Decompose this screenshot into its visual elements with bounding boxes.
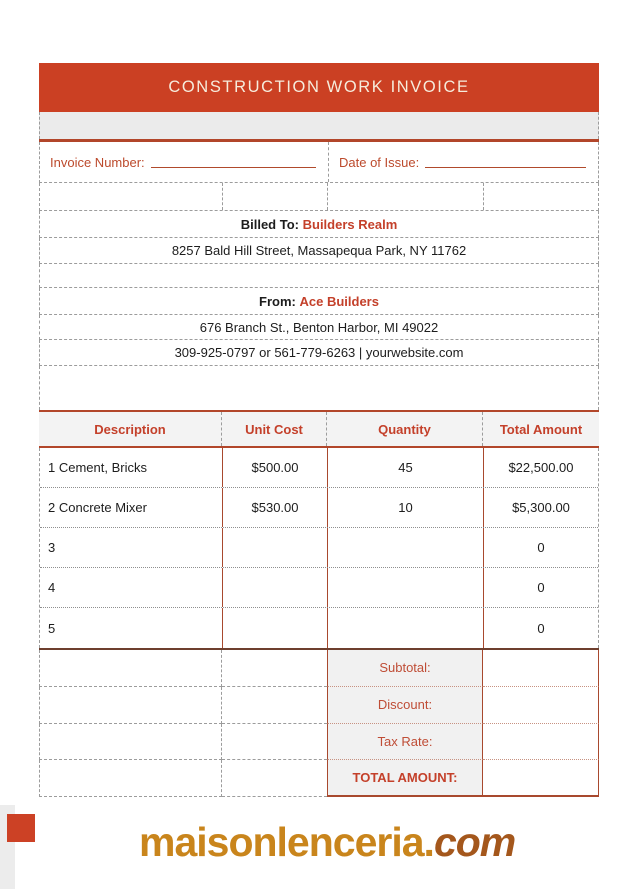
watermark-main: maisonlenceria.	[139, 819, 434, 865]
from-contact: 309-925-0797 or 561-779-6263 | yourwebsite.com	[174, 345, 464, 360]
billed-to-label: Billed To:	[240, 216, 299, 232]
summary-value-discount	[483, 687, 599, 724]
spacer-cell	[328, 183, 484, 210]
summary-value-tax-rate	[483, 724, 599, 761]
item-unit-cost	[223, 568, 328, 607]
spacer-cell	[484, 183, 598, 210]
billed-to-name: Builders Realm	[302, 216, 398, 232]
item-row	[40, 528, 598, 568]
summary-section	[39, 650, 599, 797]
summary-label-discount: Discount:	[327, 687, 483, 724]
summary-empty-cell	[222, 650, 327, 687]
spacer-cell	[40, 264, 598, 287]
header-cell-unit-cost: Unit Cost	[222, 412, 327, 446]
from-name: Ace Builders	[299, 293, 379, 309]
summary-empty-cell	[39, 724, 222, 761]
summary-label-total-amount: TOTAL AMOUNT:	[327, 760, 483, 797]
header-cell-total-amount: Total Amount	[499, 421, 583, 437]
item-description: 4	[40, 568, 223, 607]
from-line	[40, 288, 598, 314]
item-row	[40, 488, 598, 528]
item-quantity: 45	[328, 448, 484, 487]
spacer-row	[39, 264, 599, 288]
billed-to-address-row	[39, 238, 599, 264]
header-cell-description: Description	[39, 412, 222, 446]
summary-row	[39, 650, 599, 687]
from-label: From:	[259, 293, 296, 309]
invoice-meta-row	[39, 142, 599, 183]
date-of-issue-blank	[425, 167, 586, 168]
summary-row	[39, 687, 599, 724]
from-address-row	[39, 315, 599, 340]
summary-label-tax-rate: Tax Rate:	[327, 724, 483, 761]
billed-to-row	[39, 211, 599, 238]
items-table-header	[39, 410, 599, 448]
item-unit-cost: $530.00	[223, 488, 328, 527]
item-description: 3	[40, 528, 223, 567]
item-total: $22,500.00	[508, 460, 574, 475]
spacer-cell	[223, 183, 328, 210]
item-description: 1 Cement, Bricks	[40, 448, 223, 487]
summary-value-total-amount	[483, 760, 599, 797]
summary-row	[39, 724, 599, 761]
item-total: 0	[537, 540, 545, 555]
summary-empty-cell	[39, 650, 222, 687]
item-quantity	[328, 568, 484, 607]
header-banner	[39, 63, 599, 112]
billed-to-address: 8257 Bald Hill Street, Massapequa Park, NY 11762	[171, 243, 467, 258]
page-title: CONSTRUCTION WORK INVOICE	[168, 78, 470, 96]
summary-empty-cell	[222, 687, 327, 724]
date-of-issue-cell	[329, 142, 598, 182]
spacer-cell	[40, 183, 223, 210]
summary-label-subtotal: Subtotal:	[327, 650, 483, 687]
invoice-number-cell	[40, 142, 329, 182]
spacer-row	[39, 366, 599, 410]
item-quantity	[328, 608, 484, 648]
summary-empty-cell	[39, 687, 222, 724]
item-total: $5,300.00	[512, 500, 570, 515]
spacer-cell	[40, 366, 598, 410]
item-total: 0	[537, 580, 545, 595]
item-total: 0	[537, 620, 545, 636]
item-quantity	[328, 528, 484, 567]
item-quantity: 10	[328, 488, 484, 527]
watermark	[139, 819, 515, 865]
item-row	[40, 448, 598, 488]
invoice-number-label: Invoice Number:	[50, 154, 145, 170]
item-row	[40, 568, 598, 608]
item-row	[40, 608, 598, 648]
item-unit-cost	[223, 608, 328, 648]
header-gray-band	[39, 112, 599, 139]
items-table-body	[39, 448, 599, 648]
spacer-row	[39, 183, 599, 211]
summary-empty-cell	[222, 724, 327, 761]
date-of-issue-label: Date of Issue:	[339, 154, 420, 170]
item-description: 2 Concrete Mixer	[40, 488, 223, 527]
billed-to-line	[40, 211, 598, 237]
summary-empty-cell	[39, 760, 222, 797]
invoice-number-blank	[151, 167, 316, 168]
corner-red-square	[7, 814, 35, 842]
from-row	[39, 288, 599, 315]
summary-empty-cell	[222, 760, 327, 797]
watermark-suffix: com	[433, 819, 516, 865]
header-cell-quantity: Quantity	[327, 412, 483, 446]
from-address: 676 Branch St., Benton Harbor, MI 49022	[199, 319, 439, 335]
item-description: 5	[40, 608, 223, 648]
item-unit-cost: $500.00	[223, 448, 328, 487]
summary-row	[39, 760, 599, 797]
from-contact-row	[39, 340, 599, 366]
item-unit-cost	[223, 528, 328, 567]
summary-value-subtotal	[483, 650, 599, 687]
